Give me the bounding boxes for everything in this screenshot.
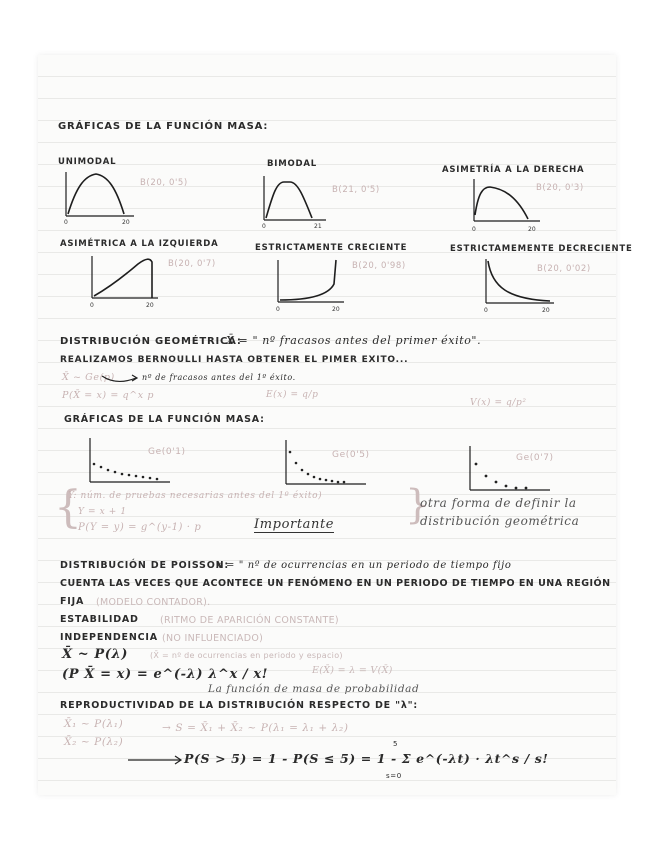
- long-arrow-icon: [128, 754, 184, 766]
- graph-param-decreasing: B(20, 0'02): [537, 264, 591, 274]
- geometric-graph-07: [464, 442, 554, 496]
- graph-label-increasing: ESTRICTAMENTE CRECIENTE: [255, 243, 408, 253]
- geometric-heading: DISTRIBUCIÓN GEOMÉTRICA:: [60, 336, 242, 347]
- graph-label-unimodal: UNIMODAL: [58, 157, 117, 167]
- svg-text:21: 21: [314, 223, 322, 230]
- poisson-definition: x = " nº de ocurrencias en un periodo de tiempo fijo: [216, 560, 512, 571]
- graph-param-bimodal: B(21, 0'5): [332, 185, 380, 195]
- geometric-alt-def: Y: núm. de pruebas necesarias antes del 1º éxito): [68, 491, 323, 501]
- svg-text:20: 20: [528, 226, 536, 233]
- svg-text:20: 20: [332, 306, 340, 313]
- graph-param-increasing: B(20, 0'98): [352, 261, 406, 271]
- geometric-alt-pmf: P(Y = y) = g^(y-1) · p: [78, 522, 202, 533]
- poisson-repro-sum: → S = X̄₁ + X̄₂ ~ P(λ₁ = λ₁ + λ₂): [162, 722, 349, 734]
- poisson-independence: INDEPENDENCIA: [60, 632, 158, 643]
- poisson-moments: E(X̄) = λ = V(X̄): [312, 665, 393, 676]
- geometric-graph-01: [84, 434, 174, 488]
- svg-text:20: 20: [146, 302, 154, 309]
- poisson-repro-2: X̄₂ ~ P(λ₂): [64, 736, 124, 748]
- geometric-definition: X̄ = " nº fracasos antes del primer éxito".: [226, 334, 482, 347]
- poisson-heading: DISTRIBUCIÓN DE POISSON:: [60, 560, 229, 571]
- poisson-final-formula: P(S > 5) = 1 - P(S ≤ 5) = 1 - Σ e^(-λt) · λt^s / s!: [184, 751, 549, 766]
- section-title: GRÁFICAS DE LA FUNCIÓN MASA:: [58, 121, 269, 132]
- svg-text:0: 0: [262, 223, 266, 230]
- poisson-reproductivity: REPRODUCTIVIDAD DE LA DISTRIBUCIÓN RESPECTO DE "λ":: [60, 700, 418, 711]
- geometric-graph-label-01: Ge(0'1): [148, 447, 186, 457]
- graph-param-left-skew: B(20, 0'7): [168, 259, 216, 269]
- geometric-variance: V(x) = q/p²: [470, 398, 527, 408]
- svg-text:0: 0: [90, 302, 94, 309]
- geometric-law: X̄ ~ Ge(p): [62, 372, 115, 383]
- geometric-graph-label-07: Ge(0'7): [516, 453, 554, 463]
- sum-lower-bound: s=0: [386, 772, 402, 780]
- geometric-graph-label-05: Ge(0'5): [332, 450, 370, 460]
- tick-0: 0: [64, 219, 68, 226]
- poisson-law-note: (X̄ = nº de ocurrencias en periodo y espacio): [150, 651, 343, 660]
- svg-text:0: 0: [472, 226, 476, 233]
- bimodal-graph: [256, 172, 356, 228]
- svg-text:0: 0: [484, 307, 488, 314]
- right-brace-icon: }: [405, 482, 431, 528]
- graph-param-right-skew: B(20, 0'3): [536, 183, 584, 193]
- poisson-stability: ESTABILIDAD: [60, 614, 139, 625]
- geometric-alt-note-2: distribución geométrica: [420, 514, 580, 528]
- geometric-graphs-title: GRÁFICAS DE LA FUNCIÓN MASA:: [64, 414, 265, 425]
- unimodal-graph: [58, 168, 158, 224]
- important-note: Importante: [254, 517, 335, 532]
- left-brace-icon: {: [54, 482, 82, 533]
- geometric-law-note: nº de fracasos antes del 1º éxito.: [142, 373, 296, 382]
- arrow-icon: [100, 372, 140, 386]
- graph-label-left-skew: ASIMÉTRICA A LA IZQUIERDA: [60, 239, 219, 249]
- poisson-independence-note: (NO INFLUENCIADO): [162, 633, 264, 644]
- poisson-pmf: (P X̄ = x) = e^(-λ) λ^x / x!: [62, 667, 269, 682]
- svg-text:20: 20: [542, 307, 550, 314]
- geometric-graph-05: [280, 436, 370, 490]
- poisson-stability-note: (RITMO DE APARICIÓN CONSTANTE): [160, 615, 339, 626]
- geometric-pmf: P(X̄ = x) = q^x p: [62, 390, 155, 401]
- geometric-mean: E(x) = q/p: [266, 390, 319, 400]
- poisson-pmf-note: La función de masa de probabilidad: [208, 683, 420, 695]
- poisson-repro-1: X̄₁ ~ P(λ₁): [64, 718, 124, 730]
- svg-text:0: 0: [276, 306, 280, 313]
- poisson-line-2-note: (MODELO CONTADOR).: [96, 597, 211, 608]
- poisson-line-1: CUENTA LAS VECES QUE ACONTECE UN FENÓMENO EN UN PERIODO DE TIEMPO EN UNA REGIÓN: [60, 578, 611, 589]
- sum-upper-bound: 5: [393, 740, 399, 748]
- graph-label-bimodal: BIMODAL: [267, 159, 317, 169]
- graph-label-decreasing: ESTRICTAMEMENTE DECRECIENTE: [450, 244, 633, 254]
- poisson-law: X̄ ~ P(λ): [62, 647, 129, 662]
- geometric-alt-shift: Y = x + 1: [78, 507, 127, 517]
- graph-label-right-skew: ASIMETRÍA A LA DERECHA: [442, 165, 585, 175]
- poisson-line-2: FIJA: [60, 596, 85, 607]
- tick-20: 20: [122, 219, 130, 226]
- geometric-alt-note-1: otra forma de definir la: [420, 496, 577, 510]
- geometric-bernoulli-line: REALIZAMOS BERNOULLI HASTA OBTENER EL PIMER EXITO...: [60, 355, 409, 365]
- graph-param-unimodal: B(20, 0'5): [140, 178, 188, 188]
